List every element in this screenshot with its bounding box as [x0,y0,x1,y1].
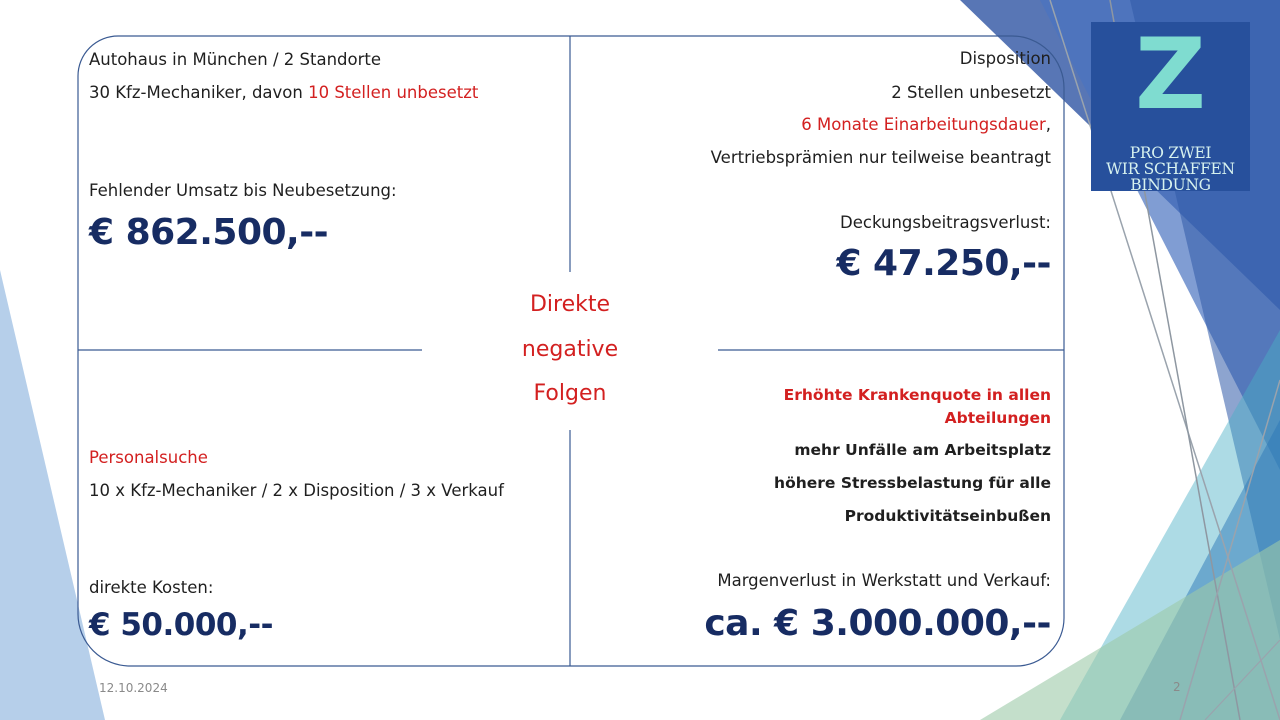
bottom-right-line-1b: Abteilungen [944,409,1051,427]
top-right-label: Deckungsbeitragsverlust: [840,213,1051,232]
bottom-right-line-2: mehr Unfälle am Arbeitsplatz [794,441,1051,459]
top-left-label: Fehlender Umsatz bis Neubesetzung: [89,181,397,200]
logo-line-3: BINDUNG [1130,176,1211,194]
top-right-line-2: 2 Stellen unbesetzt [891,83,1051,102]
bottom-left-amount: € 50.000,-- [89,607,273,643]
slide-number: 2 [1173,680,1181,694]
top-left-line-1: Autohaus in München / 2 Standorte [89,50,382,69]
center-line-3: Folgen [533,381,607,406]
top-left-line-2: 30 Kfz-Mechaniker, davon 10 Stellen unbesetzt [89,83,479,102]
top-left-amount: € 862.500,-- [89,212,329,253]
logo-line-1: PRO ZWEI [1129,144,1212,162]
bottom-left-label: direkte Kosten: [89,578,214,597]
top-right-line-3: 6 Monate Einarbeitungsdauer, [801,115,1051,134]
center-line-2: negative [521,337,619,362]
top-right-amount: € 47.250,-- [836,243,1051,284]
logo-letter: Z [1134,18,1207,132]
bottom-left-line-1: Personalsuche [89,448,208,467]
company-logo [1091,18,1250,194]
bottom-right-label: Margenverlust in Werkstatt und Verkauf: [717,571,1051,590]
footer-date: 12.10.2024 [99,681,168,695]
bottom-left-line-2: 10 x Kfz-Mechaniker / 2 x Disposition / 3 x Verkauf [89,481,504,500]
bottom-right-line-1a: Erhöhte Krankenquote in allen [783,386,1051,404]
center-line-1: Direkte [529,292,611,317]
logo-line-2: WIR SCHAFFEN [1106,160,1235,178]
bottom-right-line-4: Produktivitätseinbußen [844,507,1051,525]
quadrant-bottom-left [89,0,559,670]
top-right-line-1: Disposition [959,49,1051,68]
bottom-right-amount: ca. € 3.000.000,-- [704,603,1051,644]
bottom-right-line-3: höhere Stressbelastung für alle [774,474,1051,492]
quadrant-bottom-right [580,0,1051,670]
top-right-line-4: Vertriebsprämien nur teilweise beantragt [710,148,1051,167]
